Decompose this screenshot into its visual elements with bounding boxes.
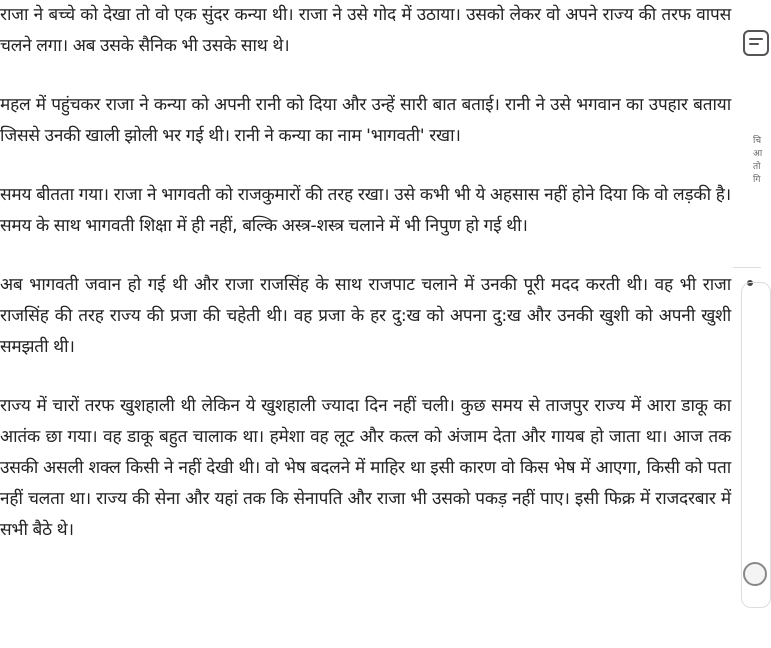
snippet-line: चि xyxy=(753,136,762,146)
snippet-line: आ xyxy=(753,149,763,159)
sidebar-snippet xyxy=(753,135,765,187)
article-paragraph-1: राजा ने बच्चे को देखा तो वो एक सुंदर कन्या थी। राजा ने उसे गोद में उठाया। उसको लेकर वो अपने राज्य की तरफ वापस चलने लगा। अब उसके सैनिक भी उसके साथ थे। xyxy=(0,5,731,56)
list-icon[interactable] xyxy=(743,30,769,56)
circle-button-icon[interactable] xyxy=(743,562,767,586)
article-paragraph-3: समय बीतता गया। राजा ने भागवती को राजकुमारों की तरह रखा। उसे कभी भी ये अहसास नहीं होने दिया कि वो लड़की है। समय के साथ भागवती शिक्षा में ही नहीं, बल्कि अस्त्र-शस्त्र चलाने में भी निपुण हो गई थी। xyxy=(0,185,731,236)
article-paragraph-2: महल में पहुंचकर राजा ने कन्या को अपनी रानी को दिया और उन्हें सारी बात बताई। रानी ने उसे भगवान का उपहार बताया जिससे उनकी खाली झोली भर गई थी। रानी ने कन्या का नाम 'भागवती' रखा। xyxy=(0,95,731,146)
sidebar-divider xyxy=(733,267,761,268)
snippet-line: तो xyxy=(753,162,761,172)
snippet-line: गि xyxy=(753,175,761,185)
article-paragraph-5: राज्य में चारों तरफ खुशहाली थी लेकिन ये खुशहाली ज्यादा दिन नहीं चली। कुछ समय से ताजपुर राज्य में आरा डाकू का आतंक छा गया। वह डाकू बहुत चालाक था। हमेशा वह लूट और कत्ल को अंजाम देता और गायब हो जाता था। आज तक उसकी असली शक्ल किसी ने नहीं देखी थी। वो भेष बदलने में माहिर था इसी कारण वो किस भेष में आएगा, किसी को पता नहीं चलता था। राज्य की सेना और यहां तक कि सेनापति और राजा भी उसको पकड़ नहीं पाए। इसी फिक्र में राजदरबार में सभी बैठे थे। xyxy=(0,396,731,540)
sidebar-card[interactable] xyxy=(741,282,771,608)
right-sidebar xyxy=(733,0,761,648)
article-paragraph-4: अब भागवती जवान हो गई थी और राजा राजसिंह के साथ राजपाट चलाने में उनकी पूरी मदद करती थी। वह भी राजा राजसिंह की तरह राज्य की प्रजा की चहेती थी। वह प्रजा के हर दु:ख को अपना दु:ख और उनकी खुशी को अपनी खुशी समझती थी। xyxy=(0,275,731,357)
